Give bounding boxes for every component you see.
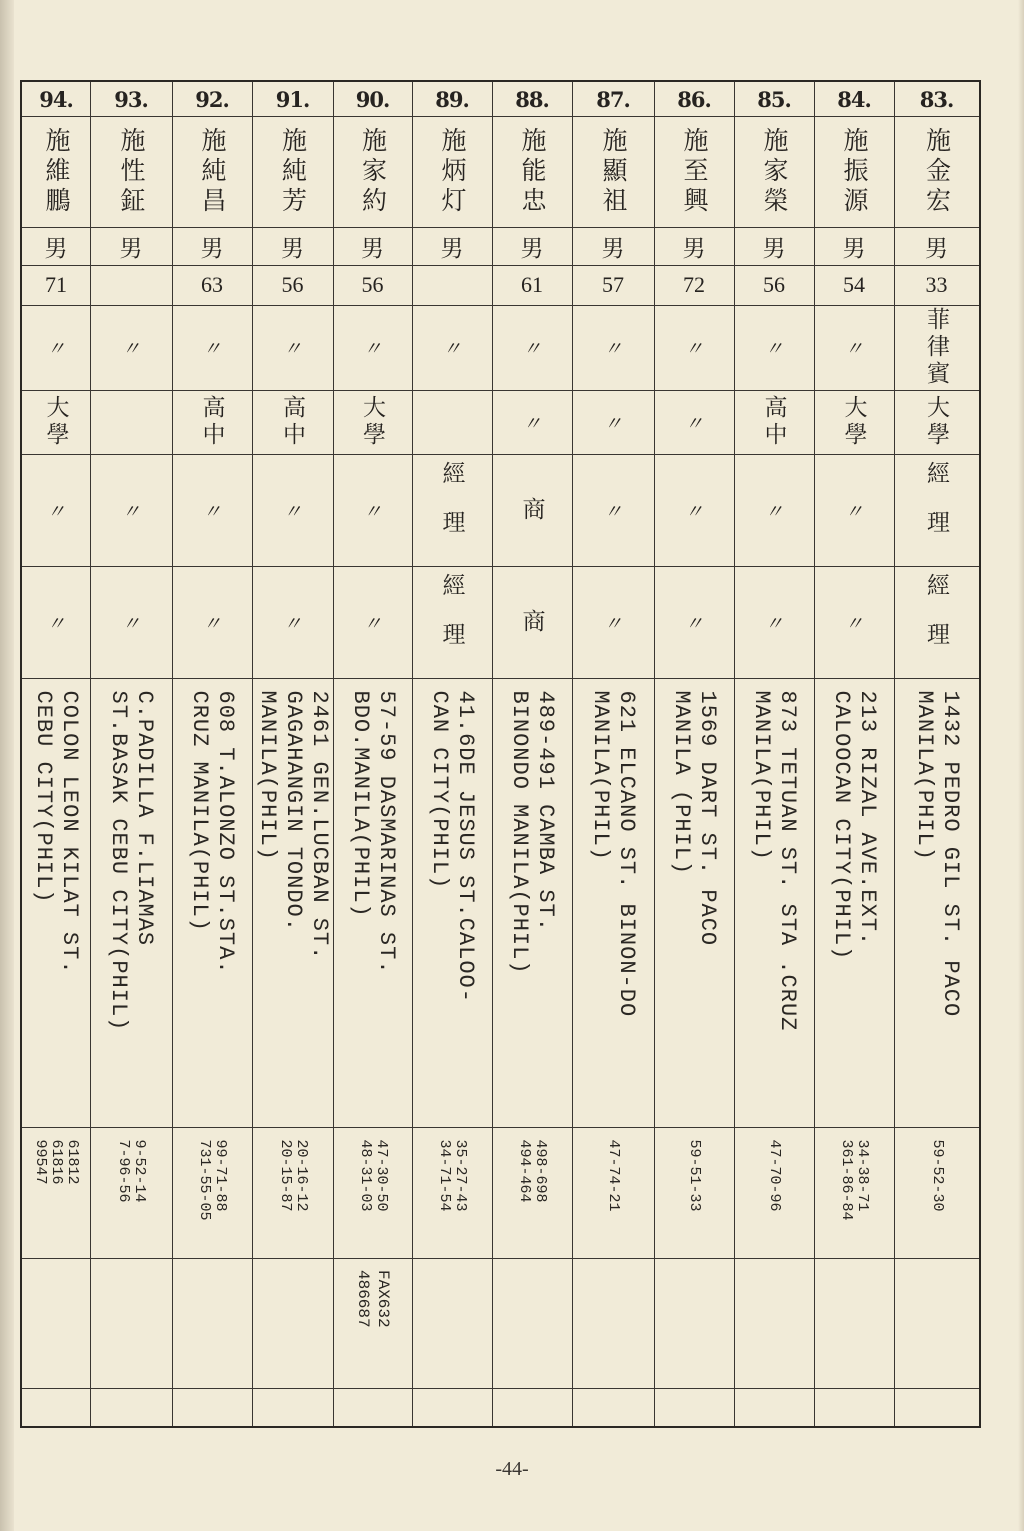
member-record-column	[333, 82, 412, 1426]
place-cell	[814, 305, 894, 390]
position-value: 〃	[121, 612, 141, 635]
blank-cell	[734, 1388, 814, 1426]
place-cell	[90, 305, 172, 390]
blank-cell	[894, 1388, 979, 1426]
edu-cell	[172, 390, 252, 454]
record-number: 94.	[39, 86, 73, 112]
fax-cell	[22, 1258, 90, 1388]
member-record-column	[492, 82, 572, 1426]
edu-cell	[90, 390, 172, 454]
phone-cell	[252, 1127, 333, 1258]
name-cell	[252, 116, 333, 227]
member-name: 施能忠	[518, 126, 547, 217]
edu-cell	[572, 390, 654, 454]
sex-value: 男	[119, 235, 143, 262]
position-value: 〃	[46, 612, 66, 635]
place-cell	[492, 305, 572, 390]
fax-cell	[412, 1258, 492, 1388]
blank-cell	[22, 1388, 90, 1426]
place-value: 〃	[202, 338, 222, 360]
age-cell	[734, 265, 814, 305]
sex-value: 男	[281, 235, 304, 262]
occupation-value: 〃	[282, 500, 302, 523]
place-cell	[654, 305, 734, 390]
sex-value: 男	[520, 235, 544, 262]
position-value: 經理	[438, 573, 465, 671]
member-record-column	[90, 82, 172, 1426]
sex-value: 男	[762, 235, 786, 262]
sex-cell	[894, 227, 979, 265]
occupation-cell	[333, 454, 412, 566]
name-cell	[492, 116, 572, 227]
phone-numbers: 59-52-30	[928, 1139, 946, 1212]
phone-cell	[412, 1127, 492, 1258]
address-text: 2461 GEN.LUCBAN ST. GAGAHANGIN TONDO. MANILA(PHIL)	[254, 690, 332, 960]
place-value: 〃	[282, 338, 302, 360]
age-value: 33	[925, 272, 948, 297]
no-cell	[90, 82, 172, 116]
age-value: 54	[843, 272, 865, 297]
blank-cell	[172, 1388, 252, 1426]
name-cell	[90, 116, 172, 227]
record-number: 86.	[677, 86, 711, 112]
occupation-cell	[492, 454, 572, 566]
phone-numbers: 9-52-14 7-96-56	[115, 1139, 148, 1203]
fax-cell	[572, 1258, 654, 1388]
edu-cell	[894, 390, 979, 454]
member-record-column	[734, 82, 814, 1426]
edu-cell	[412, 390, 492, 454]
sex-value: 男	[200, 235, 224, 262]
age-value: 56	[763, 272, 785, 297]
position-cell	[492, 566, 572, 678]
name-cell	[894, 116, 979, 227]
position-value: 商	[518, 608, 545, 636]
sex-cell	[492, 227, 572, 265]
edu-cell	[492, 390, 572, 454]
phone-numbers: 47-74-21	[605, 1139, 622, 1212]
address-cell	[654, 678, 734, 1127]
phone-numbers: 59-51-33	[686, 1139, 703, 1212]
sex-cell	[90, 227, 172, 265]
blank-cell	[90, 1388, 172, 1426]
member-name: 施金宏	[922, 126, 952, 217]
age-cell	[654, 265, 734, 305]
place-cell	[572, 305, 654, 390]
edu-value: 大學	[923, 395, 949, 449]
phone-numbers: 99-71-88 731-55-05	[196, 1139, 229, 1221]
place-value: 〃	[844, 338, 864, 360]
phone-cell	[734, 1127, 814, 1258]
member-name: 施顯祖	[599, 126, 628, 217]
age-value: 57	[602, 272, 624, 297]
occupation-cell	[572, 454, 654, 566]
page-number: -44-	[495, 1458, 529, 1480]
member-record-column	[894, 82, 979, 1426]
address-cell	[22, 678, 90, 1127]
address-text: 608 T.ALONZO ST.STA. CRUZ MANILA(PHIL)	[187, 690, 238, 975]
phone-cell	[90, 1127, 172, 1258]
fax-cell	[252, 1258, 333, 1388]
blank-cell	[654, 1388, 734, 1426]
age-value: 56	[281, 272, 304, 297]
sex-value: 男	[440, 235, 464, 262]
record-number: 93.	[114, 86, 148, 112]
edu-cell	[734, 390, 814, 454]
no-cell	[252, 82, 333, 116]
phone-cell	[572, 1127, 654, 1258]
fax-cell	[894, 1258, 979, 1388]
member-name: 施炳灯	[438, 126, 467, 217]
address-cell	[814, 678, 894, 1127]
phone-cell	[654, 1127, 734, 1258]
age-cell	[412, 265, 492, 305]
address-cell	[894, 678, 979, 1127]
address-text: 489-491 CAMBA ST. BINONDO MANILA(PHIL)	[507, 690, 558, 975]
occupation-cell	[814, 454, 894, 566]
place-cell	[22, 305, 90, 390]
address-text: COLON LEON KILAT ST. CEBU CITY(PHIL)	[31, 690, 82, 975]
age-cell	[333, 265, 412, 305]
record-number: 87.	[596, 86, 630, 112]
member-table	[20, 80, 981, 1428]
occupation-value: 〃	[764, 500, 784, 523]
no-cell	[172, 82, 252, 116]
age-cell	[172, 265, 252, 305]
no-cell	[734, 82, 814, 116]
phone-numbers: 498-698 494-464	[516, 1139, 549, 1203]
name-cell	[333, 116, 412, 227]
place-cell	[734, 305, 814, 390]
address-text: 41.6DE JESUS ST.CALOO- CAN CITY(PHIL)	[427, 690, 478, 1003]
name-cell	[814, 116, 894, 227]
position-value: 〃	[844, 612, 864, 635]
phone-cell	[492, 1127, 572, 1258]
position-value: 〃	[362, 612, 382, 635]
name-cell	[572, 116, 654, 227]
phone-numbers: 47-70-96	[766, 1139, 783, 1212]
member-name: 施純昌	[198, 126, 227, 217]
sex-value: 男	[682, 235, 706, 262]
member-record-column	[814, 82, 894, 1426]
position-cell	[90, 566, 172, 678]
place-value: 菲律賓	[923, 307, 949, 388]
position-cell	[734, 566, 814, 678]
address-text: 621 ELCANO ST. BINON-DO MANILA(PHIL)	[588, 690, 639, 1017]
place-value: 〃	[684, 338, 704, 360]
edu-value: 高中	[279, 395, 305, 449]
no-cell	[492, 82, 572, 116]
address-text: C.PADILLA F.LIAMAS ST.BASAK CEBU CITY(PHIL)	[106, 690, 157, 1031]
blank-cell	[412, 1388, 492, 1426]
edu-value: 大學	[42, 395, 69, 449]
edu-value: 大學	[840, 395, 867, 449]
occupation-cell	[412, 454, 492, 566]
address-text: 1569 DART ST. PACO MANILA (PHIL)	[669, 690, 720, 946]
place-value: 〃	[121, 338, 141, 360]
fax-cell	[734, 1258, 814, 1388]
address-cell	[252, 678, 333, 1127]
place-cell	[172, 305, 252, 390]
address-text: 57-59 DASMARINAS ST. BDO.MANILA(PHIL)	[347, 690, 399, 975]
address-text: 213 RIZAL AVE.EXT. CALOOCAN CITY(PHIL)	[829, 690, 880, 960]
age-value: 61	[521, 272, 543, 297]
edu-value: 〃	[684, 412, 704, 435]
position-cell	[654, 566, 734, 678]
blank-cell	[814, 1388, 894, 1426]
occupation-value: 〃	[844, 500, 864, 523]
age-value: 71	[45, 272, 67, 297]
fax-cell	[90, 1258, 172, 1388]
edu-value: 大學	[359, 395, 385, 449]
blank-cell	[333, 1388, 412, 1426]
occupation-value: 〃	[46, 500, 66, 523]
fax-cell	[333, 1258, 412, 1388]
occupation-value: 商	[518, 496, 545, 524]
age-cell	[894, 265, 979, 305]
edu-value: 高中	[198, 395, 225, 449]
member-name: 施純芳	[278, 126, 308, 217]
position-value: 經理	[923, 573, 949, 671]
address-cell	[492, 678, 572, 1127]
no-cell	[22, 82, 90, 116]
age-cell	[814, 265, 894, 305]
edu-cell	[814, 390, 894, 454]
sex-cell	[333, 227, 412, 265]
position-cell	[172, 566, 252, 678]
occupation-cell	[90, 454, 172, 566]
record-number: 84.	[837, 86, 871, 112]
fax-number: FAX632 486687	[353, 1270, 392, 1328]
occupation-value: 經理	[923, 461, 949, 559]
position-value: 〃	[764, 612, 784, 635]
name-cell	[412, 116, 492, 227]
blank-cell	[252, 1388, 333, 1426]
name-cell	[172, 116, 252, 227]
member-record-column	[412, 82, 492, 1426]
edu-value: 〃	[522, 412, 542, 435]
address-cell	[412, 678, 492, 1127]
phone-numbers: 34-38-71 361-86-84	[838, 1139, 871, 1221]
phone-cell	[333, 1127, 412, 1258]
place-value: 〃	[764, 338, 784, 360]
position-cell	[572, 566, 654, 678]
sex-cell	[814, 227, 894, 265]
occupation-cell	[654, 454, 734, 566]
place-cell	[333, 305, 412, 390]
place-cell	[894, 305, 979, 390]
position-cell	[333, 566, 412, 678]
position-cell	[894, 566, 979, 678]
phone-cell	[814, 1127, 894, 1258]
sex-value: 男	[842, 235, 866, 262]
name-cell	[654, 116, 734, 227]
occupation-value: 〃	[684, 500, 704, 523]
position-value: 〃	[603, 612, 623, 635]
position-value: 〃	[202, 612, 222, 635]
phone-cell	[172, 1127, 252, 1258]
fax-cell	[814, 1258, 894, 1388]
sex-cell	[412, 227, 492, 265]
sex-cell	[734, 227, 814, 265]
occupation-cell	[22, 454, 90, 566]
name-cell	[734, 116, 814, 227]
place-value: 〃	[522, 338, 542, 360]
sex-cell	[22, 227, 90, 265]
sex-value: 男	[44, 235, 68, 262]
edu-value: 高中	[760, 395, 787, 449]
sex-value: 男	[361, 235, 384, 262]
occupation-cell	[172, 454, 252, 566]
address-cell	[333, 678, 412, 1127]
address-cell	[734, 678, 814, 1127]
position-cell	[252, 566, 333, 678]
page-edge-right	[1018, 0, 1024, 1531]
edu-cell	[654, 390, 734, 454]
occupation-value: 〃	[362, 500, 382, 523]
record-number: 88.	[515, 86, 549, 112]
position-value: 〃	[684, 612, 704, 635]
member-name: 施性鉦	[117, 126, 146, 217]
place-cell	[252, 305, 333, 390]
member-name: 施振源	[840, 126, 869, 217]
phone-numbers: 35-27-43 34-71-54	[436, 1139, 469, 1212]
sex-cell	[172, 227, 252, 265]
place-value: 〃	[46, 338, 66, 360]
position-cell	[814, 566, 894, 678]
age-value: 72	[683, 272, 705, 297]
no-cell	[333, 82, 412, 116]
age-value: 63	[201, 272, 223, 297]
member-name: 施至興	[680, 126, 709, 217]
age-cell	[492, 265, 572, 305]
member-record-column	[172, 82, 252, 1426]
blank-cell	[492, 1388, 572, 1426]
page-edge-shadow	[0, 0, 14, 1531]
fax-cell	[492, 1258, 572, 1388]
age-cell	[252, 265, 333, 305]
address-cell	[572, 678, 654, 1127]
no-cell	[572, 82, 654, 116]
address-cell	[172, 678, 252, 1127]
fax-cell	[172, 1258, 252, 1388]
occupation-cell	[252, 454, 333, 566]
member-name: 施家榮	[760, 126, 789, 217]
edu-value: 〃	[603, 412, 623, 435]
occupation-value: 經理	[438, 461, 465, 559]
record-number: 91.	[275, 86, 310, 112]
place-cell	[412, 305, 492, 390]
occupation-value: 〃	[202, 500, 222, 523]
phone-numbers: 47-30-50 48-31-03	[356, 1139, 390, 1212]
phone-cell	[22, 1127, 90, 1258]
position-value: 〃	[282, 612, 302, 635]
member-record-column	[572, 82, 654, 1426]
record-number: 90.	[355, 86, 390, 112]
address-text: 873 TETUAN ST. STA .CRUZ MANILA(PHIL)	[749, 690, 800, 1031]
sex-cell	[572, 227, 654, 265]
sex-value: 男	[601, 235, 625, 262]
member-record-column	[22, 82, 90, 1426]
edu-cell	[252, 390, 333, 454]
occupation-value: 〃	[603, 500, 623, 523]
occupation-value: 〃	[121, 500, 141, 523]
member-name: 施家約	[358, 126, 388, 217]
place-value: 〃	[603, 338, 623, 360]
address-text: 1432 PEDRO GIL ST. PACO MANILA(PHIL)	[911, 690, 963, 1017]
blank-cell	[572, 1388, 654, 1426]
no-cell	[412, 82, 492, 116]
no-cell	[894, 82, 979, 116]
edu-cell	[333, 390, 412, 454]
record-number: 85.	[757, 86, 791, 112]
phone-numbers: 20-16-12 20-15-87	[276, 1139, 310, 1212]
occupation-cell	[894, 454, 979, 566]
member-record-column	[252, 82, 333, 1426]
member-name: 施維鵬	[42, 126, 71, 217]
position-cell	[22, 566, 90, 678]
member-record-column	[654, 82, 734, 1426]
edu-cell	[22, 390, 90, 454]
age-cell	[572, 265, 654, 305]
sex-cell	[654, 227, 734, 265]
sex-value: 男	[925, 235, 948, 262]
record-number: 92.	[195, 86, 229, 112]
record-number: 83.	[919, 86, 954, 112]
phone-cell	[894, 1127, 979, 1258]
age-cell	[90, 265, 172, 305]
address-cell	[90, 678, 172, 1127]
no-cell	[654, 82, 734, 116]
fax-cell	[654, 1258, 734, 1388]
place-value: 〃	[362, 338, 382, 360]
sex-cell	[252, 227, 333, 265]
record-number: 89.	[435, 86, 469, 112]
position-cell	[412, 566, 492, 678]
age-value: 56	[361, 272, 384, 297]
no-cell	[814, 82, 894, 116]
occupation-cell	[734, 454, 814, 566]
age-cell	[22, 265, 90, 305]
phone-numbers: 61812 61816 99547	[32, 1139, 81, 1185]
place-value: 〃	[442, 338, 462, 360]
name-cell	[22, 116, 90, 227]
